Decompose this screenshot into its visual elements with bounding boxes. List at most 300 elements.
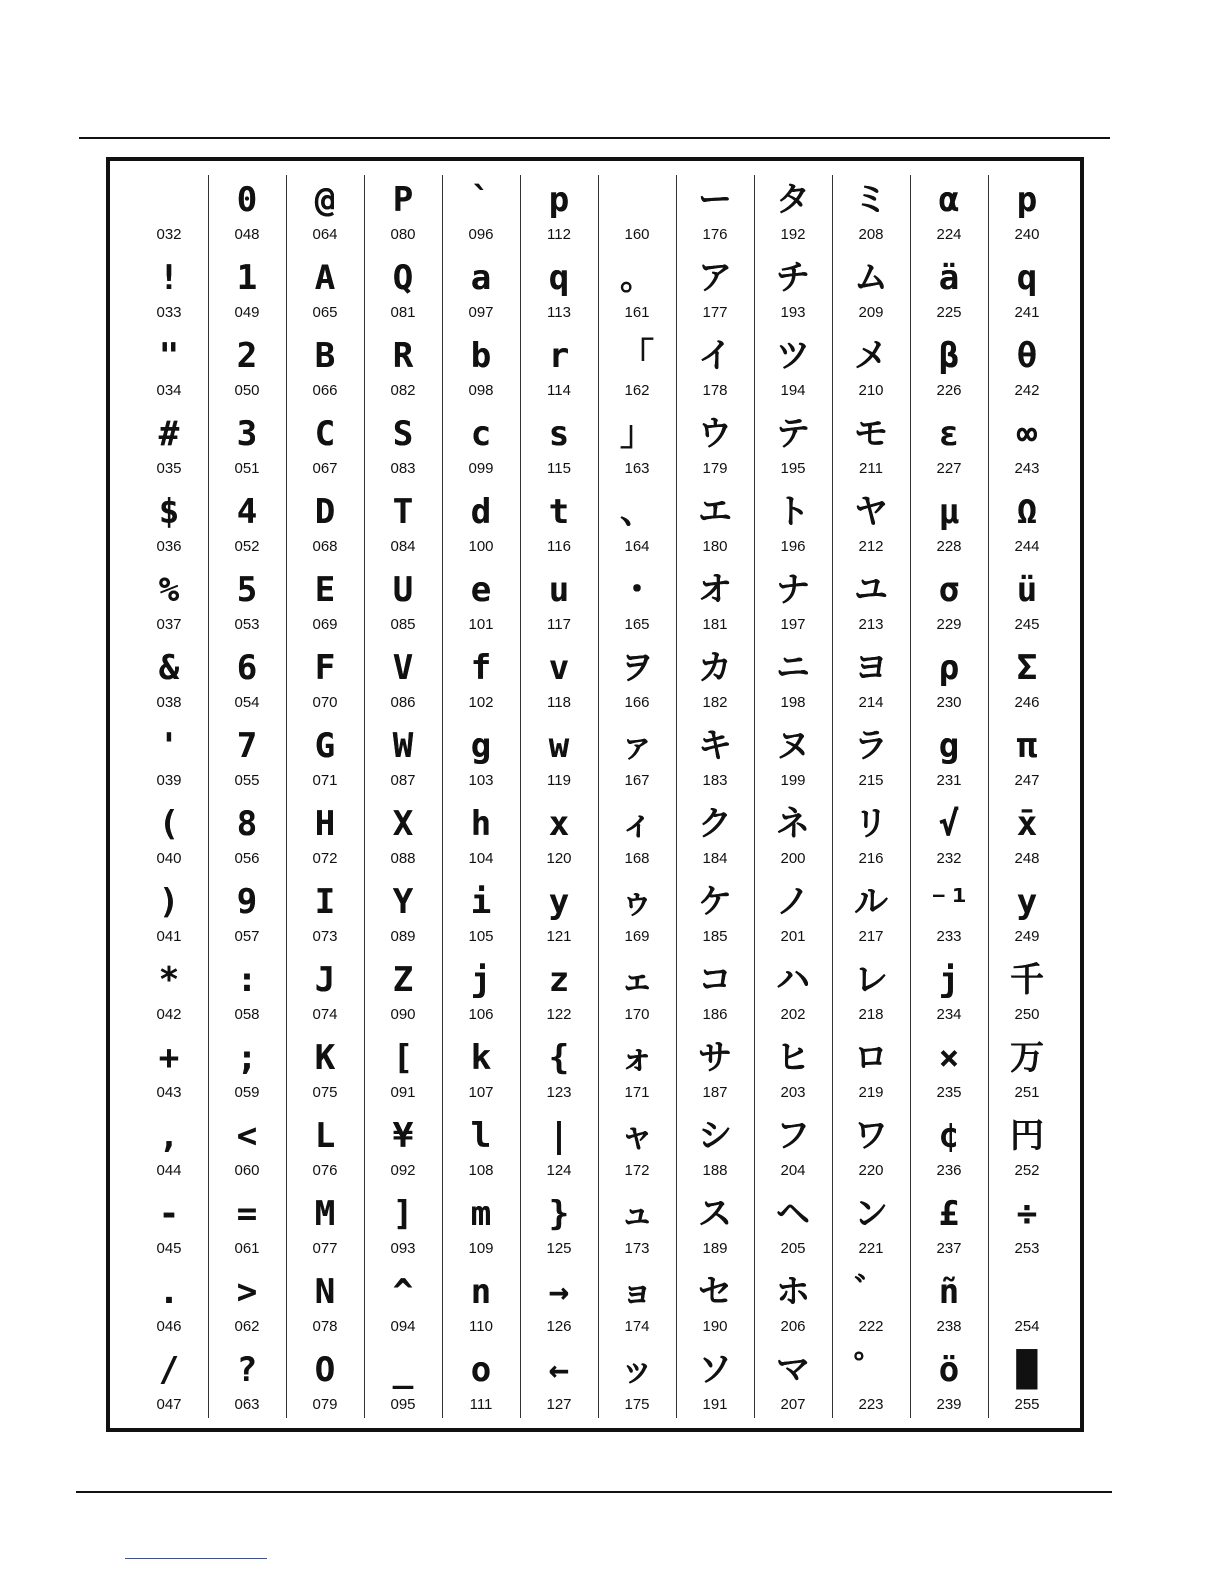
char-cell xyxy=(364,253,442,331)
char-glyph: ニ xyxy=(776,648,810,688)
char-glyph: ヲ xyxy=(620,648,654,688)
char-glyph: ä xyxy=(938,258,960,298)
char-code: 194 xyxy=(780,382,806,399)
char-code: 239 xyxy=(936,1396,962,1413)
char-code: 223 xyxy=(858,1396,884,1413)
char-code: 049 xyxy=(234,304,260,321)
char-glyph: ゛ xyxy=(854,1272,888,1312)
char-glyph: ュ xyxy=(620,1194,654,1234)
char-glyph: ケ xyxy=(698,882,732,922)
footer-link-underline xyxy=(125,1558,267,1559)
char-glyph: | xyxy=(548,1116,570,1156)
char-code: 207 xyxy=(780,1396,806,1413)
char-code: 127 xyxy=(546,1396,572,1413)
char-glyph: ü xyxy=(1016,570,1038,610)
char-code: 185 xyxy=(702,928,728,945)
char-cell xyxy=(910,955,988,1033)
char-cell xyxy=(130,643,208,721)
char-code: 111 xyxy=(469,1396,493,1413)
char-cell xyxy=(130,877,208,955)
char-code: 101 xyxy=(468,616,494,633)
char-glyph: ( xyxy=(158,804,180,844)
char-glyph: [ xyxy=(392,1038,414,1078)
char-code: 189 xyxy=(702,1240,728,1257)
char-cell xyxy=(988,487,1066,565)
char-code: 055 xyxy=(234,772,260,789)
char-cell xyxy=(988,175,1066,253)
char-cell xyxy=(442,175,520,253)
char-cell xyxy=(988,1033,1066,1111)
char-glyph: ユ xyxy=(854,570,888,610)
char-glyph: " xyxy=(158,336,180,376)
char-code: 079 xyxy=(312,1396,338,1413)
char-glyph: H xyxy=(314,804,336,844)
char-cell xyxy=(676,721,754,799)
char-glyph: ィ xyxy=(620,804,654,844)
char-code: 060 xyxy=(234,1162,260,1179)
char-cell xyxy=(286,1111,364,1189)
char-glyph: ÷ xyxy=(1016,1194,1038,1234)
char-code: 165 xyxy=(624,616,650,633)
char-code: 243 xyxy=(1014,460,1040,477)
char-code: 099 xyxy=(468,460,494,477)
char-code: 182 xyxy=(702,694,728,711)
char-glyph: l xyxy=(470,1116,492,1156)
char-glyph: レ xyxy=(854,960,888,1000)
char-cell xyxy=(130,409,208,487)
char-code: 080 xyxy=(390,226,416,243)
char-code: 229 xyxy=(936,616,962,633)
char-glyph: k xyxy=(470,1038,492,1078)
column-divider xyxy=(598,175,599,1418)
char-cell xyxy=(676,175,754,253)
char-code: 178 xyxy=(702,382,728,399)
char-glyph: ホ xyxy=(776,1272,810,1312)
char-glyph: コ xyxy=(698,960,732,1000)
char-cell xyxy=(910,253,988,331)
char-glyph: ー xyxy=(698,180,732,220)
char-glyph: n xyxy=(470,1272,492,1312)
char-glyph: ・ xyxy=(620,570,654,610)
char-glyph: O xyxy=(314,1350,336,1390)
char-cell xyxy=(364,175,442,253)
char-glyph: ? xyxy=(236,1350,258,1390)
char-cell xyxy=(754,1111,832,1189)
char-glyph: & xyxy=(158,648,180,688)
char-cell xyxy=(988,331,1066,409)
char-glyph: α xyxy=(938,180,960,220)
char-glyph: W xyxy=(392,726,414,766)
char-column xyxy=(364,175,442,1418)
char-code: 176 xyxy=(702,226,728,243)
char-glyph: π xyxy=(1016,726,1038,766)
char-cell xyxy=(286,799,364,877)
char-column xyxy=(754,175,832,1418)
char-glyph: ¢ xyxy=(938,1116,960,1156)
char-code: 187 xyxy=(702,1084,728,1101)
char-cell xyxy=(286,643,364,721)
char-code: 238 xyxy=(936,1318,962,1335)
char-cell xyxy=(832,721,910,799)
char-code: 183 xyxy=(702,772,728,789)
char-glyph: → xyxy=(548,1272,570,1312)
char-code: 040 xyxy=(156,850,182,867)
char-cell xyxy=(208,1267,286,1345)
char-glyph: q xyxy=(1016,258,1038,298)
char-cell xyxy=(988,1267,1066,1345)
char-cell xyxy=(520,1267,598,1345)
char-column xyxy=(130,175,208,1418)
char-code: 211 xyxy=(859,460,883,477)
char-cell xyxy=(208,175,286,253)
column-divider xyxy=(910,175,911,1418)
char-cell xyxy=(598,565,676,643)
char-code: 050 xyxy=(234,382,260,399)
char-glyph: 千 xyxy=(1010,960,1044,1000)
char-code: 251 xyxy=(1014,1084,1040,1101)
char-code: 233 xyxy=(936,928,962,945)
char-code: 072 xyxy=(312,850,338,867)
char-cell xyxy=(832,1189,910,1267)
char-cell xyxy=(910,1033,988,1111)
char-cell xyxy=(598,1033,676,1111)
char-cell xyxy=(832,1345,910,1423)
char-cell xyxy=(286,1189,364,1267)
char-cell xyxy=(442,877,520,955)
char-cell xyxy=(754,1267,832,1345)
char-glyph: ワ xyxy=(854,1116,888,1156)
char-cell xyxy=(754,487,832,565)
character-table xyxy=(106,157,1084,1432)
char-code: 248 xyxy=(1014,850,1040,867)
char-cell xyxy=(910,1189,988,1267)
char-glyph: ア xyxy=(698,258,732,298)
char-glyph: ス xyxy=(698,1194,732,1234)
char-cell xyxy=(286,1267,364,1345)
char-code: 206 xyxy=(780,1318,806,1335)
char-cell xyxy=(910,331,988,409)
char-cell xyxy=(130,175,208,253)
char-cell xyxy=(910,643,988,721)
char-cell xyxy=(520,1345,598,1423)
char-glyph: , xyxy=(158,1116,180,1156)
char-glyph: / xyxy=(158,1350,180,1390)
char-code: 087 xyxy=(390,772,416,789)
char-code: 052 xyxy=(234,538,260,555)
char-code: 070 xyxy=(312,694,338,711)
char-code: 170 xyxy=(624,1006,650,1023)
char-glyph: f xyxy=(470,648,492,688)
char-code: 077 xyxy=(312,1240,338,1257)
char-code: 122 xyxy=(546,1006,572,1023)
char-code: 126 xyxy=(546,1318,572,1335)
char-code: 255 xyxy=(1014,1396,1040,1413)
char-cell xyxy=(988,877,1066,955)
char-glyph: ウ xyxy=(698,414,732,454)
char-code: 059 xyxy=(234,1084,260,1101)
char-glyph: モ xyxy=(854,414,888,454)
char-cell xyxy=(364,565,442,643)
char-column xyxy=(832,175,910,1418)
char-glyph: m xyxy=(470,1194,492,1234)
char-glyph: ル xyxy=(854,882,888,922)
char-cell xyxy=(832,253,910,331)
char-cell xyxy=(520,565,598,643)
char-cell xyxy=(754,1189,832,1267)
char-cell xyxy=(208,1111,286,1189)
char-glyph: Z xyxy=(392,960,414,1000)
char-glyph: オ xyxy=(698,570,732,610)
char-code: 177 xyxy=(702,304,728,321)
char-cell xyxy=(676,487,754,565)
char-code: 171 xyxy=(624,1084,650,1101)
char-code: 056 xyxy=(234,850,260,867)
char-glyph: ) xyxy=(158,882,180,922)
char-glyph: % xyxy=(158,570,180,610)
char-code: 202 xyxy=(780,1006,806,1023)
char-code: 190 xyxy=(702,1318,728,1335)
char-code: 046 xyxy=(156,1318,182,1335)
char-cell xyxy=(598,955,676,1033)
char-code: 078 xyxy=(312,1318,338,1335)
char-glyph: . xyxy=(158,1272,180,1312)
char-code: 236 xyxy=(936,1162,962,1179)
char-glyph: ゥ xyxy=(620,882,654,922)
char-glyph: ← xyxy=(548,1350,570,1390)
char-cell xyxy=(676,799,754,877)
char-cell xyxy=(598,1345,676,1423)
char-code: 225 xyxy=(936,304,962,321)
char-cell xyxy=(598,877,676,955)
char-code: 108 xyxy=(468,1162,494,1179)
char-glyph: 1 xyxy=(236,258,258,298)
char-code: 065 xyxy=(312,304,338,321)
char-glyph: } xyxy=(548,1194,570,1234)
char-glyph: サ xyxy=(698,1038,732,1078)
char-code: 172 xyxy=(624,1162,650,1179)
char-code: 092 xyxy=(390,1162,416,1179)
char-code: 214 xyxy=(858,694,884,711)
char-code: 097 xyxy=(468,304,494,321)
char-cell xyxy=(910,487,988,565)
char-cell xyxy=(286,955,364,1033)
char-code: 103 xyxy=(468,772,494,789)
char-code: 098 xyxy=(468,382,494,399)
char-cell xyxy=(208,487,286,565)
char-cell xyxy=(130,1033,208,1111)
char-glyph: F xyxy=(314,648,336,688)
char-code: 047 xyxy=(156,1396,182,1413)
column-divider xyxy=(286,175,287,1418)
char-code: 032 xyxy=(156,226,182,243)
char-glyph: a xyxy=(470,258,492,298)
char-cell xyxy=(598,175,676,253)
char-glyph: L xyxy=(314,1116,336,1156)
char-column xyxy=(988,175,1066,1418)
char-code: 064 xyxy=(312,226,338,243)
char-glyph: ミ xyxy=(854,180,888,220)
char-code: 210 xyxy=(858,382,884,399)
char-cell xyxy=(286,1345,364,1423)
char-code: 179 xyxy=(702,460,728,477)
char-glyph: I xyxy=(314,882,336,922)
char-code: 230 xyxy=(936,694,962,711)
char-cell xyxy=(208,955,286,1033)
char-code: 198 xyxy=(780,694,806,711)
char-glyph: ρ xyxy=(938,648,960,688)
char-code: 253 xyxy=(1014,1240,1040,1257)
char-cell xyxy=(832,643,910,721)
char-code: 247 xyxy=(1014,772,1040,789)
char-glyph: ¥ xyxy=(392,1116,414,1156)
char-code: 204 xyxy=(780,1162,806,1179)
char-cell xyxy=(286,409,364,487)
char-glyph: エ xyxy=(698,492,732,532)
char-glyph: M xyxy=(314,1194,336,1234)
top-rule xyxy=(79,137,1110,139)
char-glyph: Σ xyxy=(1016,648,1038,688)
char-glyph: Y xyxy=(392,882,414,922)
char-glyph: C xyxy=(314,414,336,454)
char-cell xyxy=(208,331,286,409)
char-cell xyxy=(832,1111,910,1189)
char-cell xyxy=(754,175,832,253)
char-code: 115 xyxy=(547,460,571,477)
char-code: 254 xyxy=(1014,1318,1040,1335)
char-code: 089 xyxy=(390,928,416,945)
char-glyph: ラ xyxy=(854,726,888,766)
char-glyph: 6 xyxy=(236,648,258,688)
char-glyph: z xyxy=(548,960,570,1000)
char-code: 180 xyxy=(702,538,728,555)
char-cell xyxy=(520,1033,598,1111)
char-code: 164 xyxy=(624,538,650,555)
char-cell xyxy=(832,1033,910,1111)
char-cell xyxy=(676,1033,754,1111)
char-cell xyxy=(754,409,832,487)
char-code: 116 xyxy=(547,538,571,555)
char-glyph: ッ xyxy=(620,1350,654,1390)
char-code: 213 xyxy=(858,616,884,633)
char-glyph: U xyxy=(392,570,414,610)
char-code: 042 xyxy=(156,1006,182,1023)
char-cell xyxy=(520,253,598,331)
char-code: 168 xyxy=(624,850,650,867)
char-glyph: μ xyxy=(938,492,960,532)
char-cell xyxy=(130,487,208,565)
char-glyph: ゜ xyxy=(854,1350,888,1390)
char-code: 035 xyxy=(156,460,182,477)
char-cell xyxy=(910,1111,988,1189)
char-cell xyxy=(832,409,910,487)
char-glyph: 。 xyxy=(620,258,654,298)
char-column xyxy=(442,175,520,1418)
char-cell xyxy=(676,1189,754,1267)
char-code: 067 xyxy=(312,460,338,477)
char-glyph: b xyxy=(470,336,492,376)
char-column xyxy=(286,175,364,1418)
char-cell xyxy=(442,1033,520,1111)
char-cell xyxy=(988,1189,1066,1267)
char-cell xyxy=(520,175,598,253)
char-code: 193 xyxy=(780,304,806,321)
char-code: 038 xyxy=(156,694,182,711)
char-code: 199 xyxy=(780,772,806,789)
char-cell xyxy=(754,721,832,799)
char-code: 161 xyxy=(624,304,650,321)
char-cell xyxy=(598,253,676,331)
char-glyph: @ xyxy=(314,180,336,220)
column-divider xyxy=(754,175,755,1418)
char-glyph: ^ xyxy=(392,1272,414,1312)
char-cell xyxy=(676,331,754,409)
char-glyph: √ xyxy=(938,804,960,844)
char-cell xyxy=(754,1345,832,1423)
char-glyph: ネ xyxy=(776,804,810,844)
char-cell xyxy=(832,565,910,643)
char-cell xyxy=(364,955,442,1033)
char-cell xyxy=(364,799,442,877)
char-code: 113 xyxy=(547,304,571,321)
char-code: 209 xyxy=(858,304,884,321)
char-cell xyxy=(130,565,208,643)
char-cell xyxy=(442,799,520,877)
char-glyph: + xyxy=(158,1038,180,1078)
char-code: 069 xyxy=(312,616,338,633)
char-cell xyxy=(364,331,442,409)
char-code: 163 xyxy=(624,460,650,477)
char-cell xyxy=(832,877,910,955)
char-code: 197 xyxy=(780,616,806,633)
char-cell xyxy=(676,643,754,721)
char-code: 244 xyxy=(1014,538,1040,555)
char-code: 166 xyxy=(624,694,650,711)
char-code: 036 xyxy=(156,538,182,555)
char-cell xyxy=(676,565,754,643)
char-code: 096 xyxy=(468,226,494,243)
char-glyph: ト xyxy=(776,492,810,532)
char-cell xyxy=(520,1111,598,1189)
char-glyph: Ω xyxy=(1016,492,1038,532)
char-cell xyxy=(442,487,520,565)
char-glyph: リ xyxy=(854,804,888,844)
char-glyph: キ xyxy=(698,726,732,766)
char-glyph: h xyxy=(470,804,492,844)
char-cell xyxy=(442,1189,520,1267)
char-code: 212 xyxy=(858,538,884,555)
char-glyph: g xyxy=(938,726,960,766)
char-glyph: █ xyxy=(1016,1350,1038,1390)
char-cell xyxy=(832,331,910,409)
char-code: 249 xyxy=(1014,928,1040,945)
char-code: 228 xyxy=(936,538,962,555)
char-glyph: マ xyxy=(776,1350,810,1390)
char-code: 114 xyxy=(547,382,571,399)
char-code: 224 xyxy=(936,226,962,243)
char-cell xyxy=(286,331,364,409)
char-glyph: y xyxy=(1016,882,1038,922)
char-glyph: v xyxy=(548,648,570,688)
column-divider xyxy=(832,175,833,1418)
char-code: 227 xyxy=(936,460,962,477)
char-code: 043 xyxy=(156,1084,182,1101)
char-cell xyxy=(208,409,286,487)
char-glyph: ナ xyxy=(776,570,810,610)
char-cell xyxy=(910,409,988,487)
char-code: 105 xyxy=(468,928,494,945)
char-cell xyxy=(832,487,910,565)
char-glyph: タ xyxy=(776,180,810,220)
